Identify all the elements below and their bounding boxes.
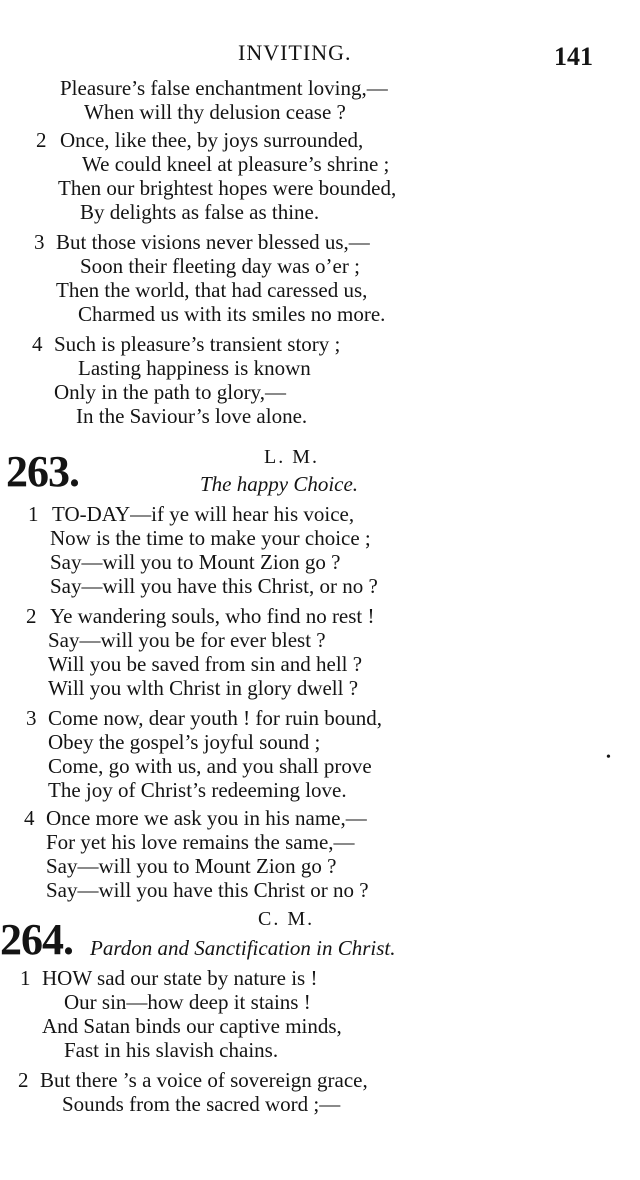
verse-line: And Satan binds our captive minds, bbox=[42, 1014, 342, 1038]
verse-line: Say—will you have this Christ or no ? bbox=[46, 878, 369, 902]
verse-line: For yet his love remains the same,— bbox=[46, 830, 355, 854]
verse-line: Come now, dear youth ! for ruin bound, bbox=[48, 706, 382, 730]
hymn-title: Pardon and Sanctification in Christ. bbox=[90, 936, 396, 960]
verse-line: Obey the gospel’s joyful sound ; bbox=[48, 730, 321, 754]
stanza-number: 2 bbox=[18, 1068, 29, 1092]
verse-line: But those visions never blessed us,— bbox=[56, 230, 370, 254]
verse-line: Once, like thee, by joys surrounded, bbox=[60, 128, 364, 152]
verse-line: Pleasure’s false enchantment loving,— bbox=[60, 76, 388, 100]
verse-line: Fast in his slavish chains. bbox=[64, 1038, 279, 1062]
verse-line: Say—will you to Mount Zion go ? bbox=[50, 550, 341, 574]
verse-line: We could kneel at pleasure’s shrine ; bbox=[82, 152, 390, 176]
verse-line: Charmed us with its smiles no more. bbox=[78, 302, 386, 326]
stanza-number: 1 bbox=[28, 502, 39, 526]
hymn-meter: L. M. bbox=[264, 446, 319, 468]
hymn-number: 264. bbox=[0, 915, 73, 964]
verse-line: Then our brightest hopes were bounded, bbox=[58, 176, 397, 200]
verse-line: Sounds from the sacred word ;— bbox=[62, 1092, 341, 1116]
print-speck: • bbox=[606, 750, 611, 765]
stanza-number: 1 bbox=[20, 966, 31, 990]
verse-line: Say—will you to Mount Zion go ? bbox=[46, 854, 337, 878]
verse-line: The joy of Christ’s redeeming love. bbox=[48, 778, 347, 802]
verse-line: Such is pleasure’s transient story ; bbox=[54, 332, 341, 356]
verse-line: By delights as false as thine. bbox=[80, 200, 320, 224]
hymn-meter: C. M. bbox=[258, 908, 315, 930]
verse-line: HOW sad our state by nature is ! bbox=[42, 966, 318, 990]
page-number: 141 bbox=[554, 42, 593, 71]
verse-line: Then the world, that had caressed us, bbox=[56, 278, 368, 302]
running-head: INVITING. bbox=[238, 40, 352, 65]
hymn-title: The happy Choice. bbox=[200, 472, 359, 496]
verse-line: Say—will you have this Christ, or no ? bbox=[50, 574, 378, 598]
verse-line: Soon their fleeting day was o’er ; bbox=[80, 254, 360, 278]
verse-line: Lasting happiness is known bbox=[78, 356, 311, 380]
stanza-number: 2 bbox=[26, 604, 37, 628]
verse-line: Our sin—how deep it stains ! bbox=[64, 990, 311, 1014]
verse-line: Say—will you be for ever blest ? bbox=[48, 628, 326, 652]
verse-line: TO-DAY—if ye will hear his voice, bbox=[52, 502, 355, 526]
hymn-number: 263. bbox=[6, 447, 79, 496]
verse-line: Will you wlth Christ in glory dwell ? bbox=[48, 676, 359, 700]
verse-line: Ye wandering souls, who find no rest ! bbox=[50, 604, 375, 628]
verse-line: But there ’s a voice of sovereign grace, bbox=[40, 1068, 368, 1092]
verse-line: In the Saviour’s love alone. bbox=[76, 404, 308, 428]
stanza-number: 4 bbox=[32, 332, 43, 356]
verse-line: Only in the path to glory,— bbox=[54, 380, 286, 404]
verse-line: Will you be saved from sin and hell ? bbox=[48, 652, 363, 676]
stanza-number: 2 bbox=[36, 128, 47, 152]
verse-line: Come, go with us, and you shall prove bbox=[48, 754, 372, 778]
stanza-number: 3 bbox=[34, 230, 45, 254]
stanza-number: 3 bbox=[26, 706, 37, 730]
verse-line: When will thy delusion cease ? bbox=[84, 100, 346, 124]
verse-line: Now is the time to make your choice ; bbox=[50, 526, 371, 550]
verse-line: Once more we ask you in his name,— bbox=[46, 806, 367, 830]
stanza-number: 4 bbox=[24, 806, 35, 830]
